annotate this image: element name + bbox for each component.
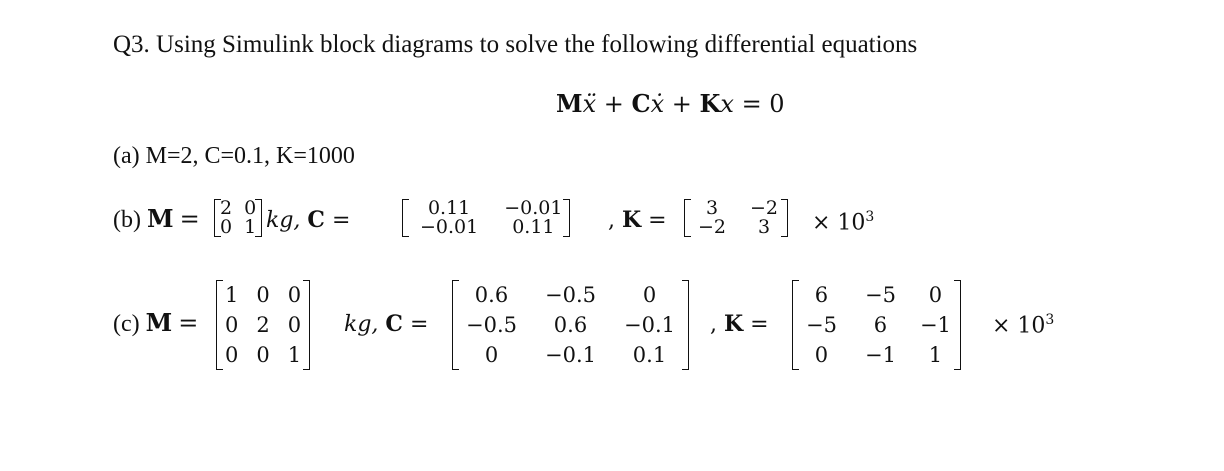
matrix-cell: 0 [225,343,239,367]
part-c-exponent: 3 [1045,312,1055,328]
matrix-cell: −0.01 [420,216,479,238]
matrix-cell: −5 [864,283,896,307]
part-c-times: × 10 [992,313,1046,339]
matrix-cell: 6 [873,313,888,337]
part-c-k-symbol: K [724,311,744,337]
part-c-label [113,308,198,338]
matrix-cell: 0 [642,283,657,307]
eq-plus-2: + [664,90,700,118]
matrix-cell: 6 [814,283,829,307]
part-b-comma: , [608,208,615,233]
eq-rhs: = 0 [733,90,785,118]
matrix-cell: 0 [256,343,270,367]
matrix-cell: 0 [287,313,302,337]
matrix-cell: 2 [256,313,270,337]
matrix-cell: 0 [928,283,943,307]
eq-k-symbol: K [699,89,721,118]
part-c-m-matrix [216,280,310,370]
matrix-cell: 0 [287,283,302,307]
matrix-cell: 0 [814,343,829,367]
matrix-cell: 0.6 [553,313,588,337]
part-c-k-group [710,311,769,337]
matrix-cell: 0 [256,283,270,307]
part-b-m-equals: = [179,205,200,233]
matrix-cell: −2 [750,197,779,219]
part-c-k-equals: = [750,312,769,337]
matrix-cell: 0.6 [474,283,509,307]
matrix-cell: −0.5 [545,283,596,307]
eq-x-dot: ẋ [650,90,665,118]
matrix-cell: 0 [225,313,239,337]
matrix-cell: 1 [928,343,943,367]
matrix-cell: −0.01 [504,197,563,219]
eq-c-symbol: C [631,89,651,118]
matrix-cell: −5 [806,313,837,337]
matrix-cell: 1 [287,343,302,367]
main-equation [556,89,785,118]
part-b-k-matrix [684,199,788,237]
part-b-unit: kg, [266,208,301,233]
part-c-scale [992,312,1054,338]
part-b-scale [812,209,874,235]
part-c-unit-c [344,311,428,337]
part-b-m-symbol: M [146,204,174,233]
part-b-k-equals: = [648,208,667,233]
matrix-cell: 3 [757,216,771,238]
matrix-cell: 2 [220,197,233,219]
matrix-cell: 1 [225,283,239,307]
part-b-times: × 10 [812,210,866,236]
matrix-cell: 0 [484,343,499,367]
matrix-cell: 0.11 [512,216,555,238]
matrix-cell: 3 [705,197,719,219]
part-b-label [113,204,200,234]
part-c-tag: (c) [113,311,140,337]
eq-m-symbol: M [556,89,583,118]
matrix-cell: −2 [698,216,727,238]
matrix-cell: 0.11 [427,197,471,219]
part-c-unit: kg, [344,312,379,337]
part-a-text: (a) M=2, C=0.1, K=1000 [113,143,355,169]
part-c-m-symbol: M [145,308,173,337]
part-c-m-equals: = [178,309,199,337]
part-b-c-equals: = [331,208,351,233]
matrix-cell: 0 [244,197,257,219]
matrix-cell: −0.5 [466,313,517,337]
question-title: Q3. Using Simulink block diagrams to solve the following differential equations [113,31,918,58]
matrix-cell: −0.1 [624,313,675,337]
part-c-c-symbol: C [385,311,403,337]
part-c-c-equals: = [409,312,429,337]
part-b-tag: (b) [113,207,141,233]
matrix-cell: −0.1 [545,343,596,367]
part-c-comma: , [710,312,717,337]
part-b-c-matrix [402,199,570,237]
part-c-c-matrix [452,280,689,370]
part-c-k-matrix [792,280,961,370]
eq-x: x [720,90,734,118]
matrix-cell: −1 [864,343,896,367]
matrix-cell: 0 [220,216,233,238]
matrix-cell: −1 [919,313,951,337]
part-b-k-symbol: K [622,207,642,233]
part-b-exponent: 3 [865,209,875,225]
part-b-k-group [608,207,667,233]
part-b-unit-c [266,207,350,233]
matrix-cell: 0.1 [632,343,667,367]
eq-x-ddot: ẍ [582,90,597,118]
part-b-c-symbol: C [307,207,325,233]
matrix-cell: 1 [244,216,257,238]
eq-plus-1: + [596,90,632,118]
part-b-m-matrix [214,199,262,237]
